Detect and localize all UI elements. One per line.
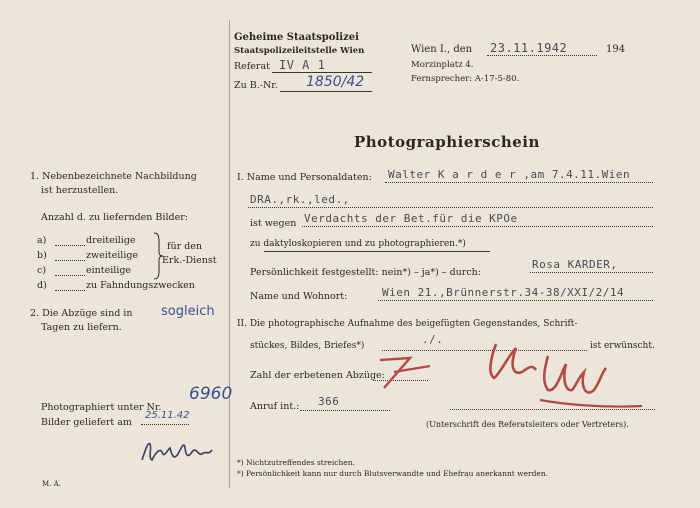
footnote-1: *) Nichtzutreffendes streichen.: [237, 458, 355, 467]
delivered-label: Bilder geliefert am: [41, 417, 132, 428]
left-item2-line2: Tagen zu liefern.: [41, 322, 122, 333]
delivered-dotline: [141, 424, 189, 425]
item2-line2-b: ist erwünscht.: [590, 341, 655, 351]
address-dotline: [378, 300, 653, 301]
name-data-label: I. Name und Personaldaten:: [237, 172, 372, 183]
item2-line2-mark: ./.: [422, 333, 444, 346]
count-strike-icon: [372, 352, 462, 390]
count-label: Zahl der erbetenen Abzüge:: [250, 370, 385, 381]
agency-name: Geheime Staatspolizei: [234, 32, 359, 43]
option-a-text: dreiteilige: [86, 235, 136, 246]
bnr-underline: [280, 91, 372, 92]
footnote-2: *) Persönlichkeit kann nur durch Blutsverwandte und Ehefrau anerkannt werden.: [237, 469, 549, 478]
identity-label: Persönlichkeit festgestellt: nein*) – ja*) – durch:: [250, 267, 481, 278]
address-value: Wien 21.,Brünnerstr.34-38/XXI/2/14: [382, 286, 625, 299]
item2-line2-a: stückes, Bildes, Briefes*): [250, 341, 365, 351]
option-a-dotline: [55, 245, 85, 246]
column-divider: [229, 20, 230, 488]
person-line2-dotline: [248, 207, 653, 208]
wegen-dotline: [302, 226, 653, 227]
person-line1-dotline: [385, 182, 653, 183]
brace-line1: für den: [167, 241, 203, 252]
item2-line1: II. Die photographische Aufnahme des beigefügten Gegenstandes, Schrift-: [237, 319, 578, 329]
date-value: 23.11.1942: [490, 41, 568, 55]
option-c-dotline: [55, 275, 85, 276]
photographed-value: 6960: [189, 384, 233, 404]
daktylo-underline: [264, 251, 490, 252]
daktylo-text: zu daktyloskopieren und zu photographieren.*): [250, 239, 466, 249]
bnr-label: Zu B.-Nr.: [234, 80, 278, 91]
call-label: Anruf int.:: [250, 401, 300, 412]
address-label: Name und Wohnort:: [250, 291, 348, 302]
wegen-value: Verdachts der Bet.für die KPOe: [304, 212, 518, 225]
address: Morzinplatz 4.: [411, 60, 474, 70]
option-c-letter: c): [37, 265, 47, 276]
office-name: Staatspolizeileitstelle Wien: [234, 46, 365, 56]
place-label: Wien I., den: [411, 44, 473, 55]
call-value: 366: [318, 395, 340, 408]
option-d-letter: d): [37, 280, 47, 291]
person-line2: DRA.,rk.,led.,: [250, 193, 350, 206]
referat-value: IV A 1: [279, 58, 326, 72]
left-item2-value: sogleich: [161, 304, 215, 319]
form-title: Photographierschein: [354, 133, 540, 151]
option-b-dotline: [55, 260, 85, 261]
signature-caption: (Unterschrift des Referatsleiters oder Vertreters).: [426, 420, 629, 429]
wegen-label: ist wegen: [250, 218, 297, 229]
left-item2-line1: 2. Die Abzüge sind in: [30, 308, 133, 319]
option-b-text: zweiteilige: [86, 250, 139, 261]
count-heading: Anzahl d. zu liefernden Bilder:: [41, 212, 188, 223]
call-dotline: [300, 410, 390, 411]
option-c-text: einteilige: [86, 265, 132, 276]
option-d-text: zu Fahndungszwecken: [86, 280, 195, 291]
photographed-label: Photographiert unter Nr.: [41, 402, 162, 413]
identity-dotline: [530, 272, 653, 273]
option-d-dotline: [55, 290, 85, 291]
brace-line2: Erk.-Dienst: [162, 255, 217, 266]
person-line1: Walter K a r d e r ,am 7.4.11.Wien: [388, 168, 631, 181]
initials-signature-icon: [138, 438, 218, 466]
bnr-value: 1850/42: [306, 74, 365, 90]
year-suffix: 194: [606, 44, 626, 55]
phone: Fernsprecher: A-17-5-80.: [411, 74, 520, 84]
corner-mark: M. A.: [42, 480, 61, 488]
referat-underline: [272, 72, 372, 73]
date-dotline: [487, 55, 597, 56]
left-item1-line1: 1. Nebenbezeichnete Nachbildung: [30, 171, 197, 182]
red-signature-icon: [482, 334, 657, 416]
referat-label: Referat: [234, 61, 270, 72]
left-item1-line2: ist herzustellen.: [41, 185, 119, 196]
identity-value: Rosa KARDER,: [532, 258, 618, 271]
signature-dotline: [450, 409, 655, 410]
delivered-value: 25.11.42: [145, 410, 190, 421]
option-a-letter: a): [37, 235, 47, 246]
option-b-letter: b): [37, 250, 47, 261]
